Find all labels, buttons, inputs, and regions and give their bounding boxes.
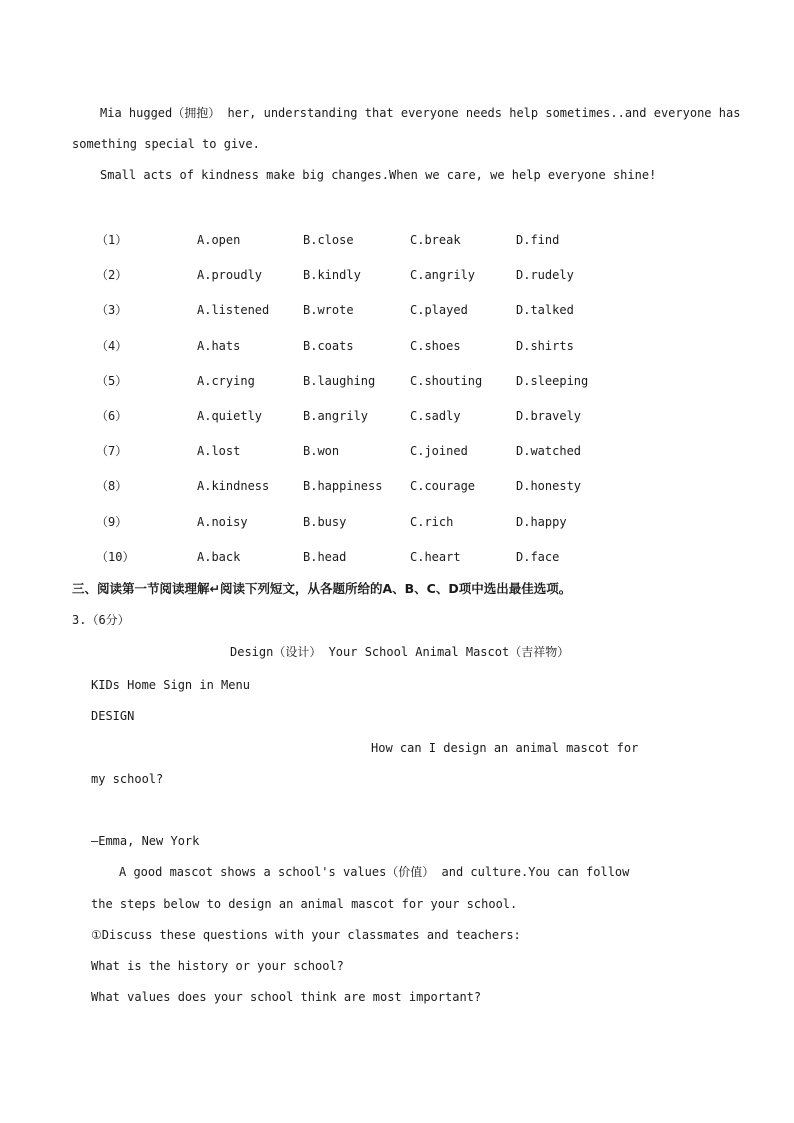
option-a: A.crying: [197, 374, 255, 388]
option-a: A.open: [197, 233, 241, 247]
option-number: （8）: [96, 479, 128, 493]
option-b: B.close: [303, 233, 354, 247]
article-title: Design（设计） Your School Animal Mascot（吉祥物）: [230, 645, 570, 659]
option-c: C.shoes: [410, 339, 461, 353]
option-a: A.back: [197, 550, 241, 564]
article-category: DESIGN: [91, 709, 135, 723]
option-row: [96, 514, 736, 530]
option-c: C.shouting: [410, 374, 483, 388]
option-number: （6）: [96, 409, 128, 423]
option-row: [96, 232, 736, 248]
option-row: [96, 267, 736, 283]
option-a: A.quietly: [197, 409, 263, 423]
option-number: （4）: [96, 339, 128, 353]
option-a: A.hats: [197, 339, 241, 353]
option-number: （7）: [96, 444, 128, 458]
option-number: （1）: [96, 233, 128, 247]
option-a: A.noisy: [197, 515, 248, 529]
passage-line-1: Mia hugged（拥抱） her, understanding that everyone needs help sometimes..and everyone has: [100, 106, 741, 120]
option-a: A.kindness: [197, 479, 270, 493]
option-c: C.angrily: [410, 268, 476, 282]
option-b: B.head: [303, 550, 347, 564]
article-author: —Emma, New York: [91, 834, 200, 848]
article-question-2: What values does your school think are most important?: [91, 990, 482, 1004]
option-d: D.find: [516, 233, 560, 247]
option-d: D.happy: [516, 515, 567, 529]
option-b: B.wrote: [303, 303, 354, 317]
option-b: B.happiness: [303, 479, 383, 493]
option-row: [96, 478, 736, 494]
option-a: A.proudly: [197, 268, 263, 282]
article-nav: KIDs Home Sign in Menu: [91, 678, 250, 692]
option-d: D.rudely: [516, 268, 574, 282]
option-d: D.sleeping: [516, 374, 589, 388]
option-c: C.heart: [410, 550, 461, 564]
option-d: D.honesty: [516, 479, 582, 493]
article-question-line-1: How can I design an animal mascot for: [371, 741, 639, 755]
option-d: D.bravely: [516, 409, 582, 423]
option-row: [96, 338, 736, 354]
option-row: [96, 373, 736, 389]
section-3-heading: 三、阅读第一节阅读理解↵阅读下列短文，从各题所给的A、B、C、D项中选出最佳选项。: [72, 581, 572, 596]
option-d: D.shirts: [516, 339, 574, 353]
option-row: [96, 302, 736, 318]
passage-line-2: something special to give.: [72, 137, 260, 151]
option-c: C.courage: [410, 479, 476, 493]
option-row: [96, 408, 736, 424]
option-b: B.laughing: [303, 374, 376, 388]
option-a: A.listened: [197, 303, 270, 317]
option-c: C.break: [410, 233, 461, 247]
article-paragraph-line-1: A good mascot shows a school's values（价值） and culture.You can follow: [119, 865, 630, 879]
option-b: B.kindly: [303, 268, 361, 282]
option-c: C.rich: [410, 515, 454, 529]
option-b: B.coats: [303, 339, 354, 353]
option-number: （3）: [96, 303, 128, 317]
option-a: A.lost: [197, 444, 241, 458]
option-b: B.busy: [303, 515, 347, 529]
option-c: C.joined: [410, 444, 468, 458]
article-question-1: What is the history or your school?: [91, 959, 344, 973]
option-number: （5）: [96, 374, 128, 388]
option-d: D.face: [516, 550, 560, 564]
option-b: B.won: [303, 444, 340, 458]
option-number: （9）: [96, 515, 128, 529]
option-d: D.talked: [516, 303, 574, 317]
option-row: [96, 443, 736, 459]
option-c: C.played: [410, 303, 468, 317]
article-step-1: ①Discuss these questions with your classmates and teachers:: [91, 928, 521, 942]
question-number: 3.（6分）: [72, 613, 130, 627]
option-number: （2）: [96, 268, 128, 282]
option-b: B.angrily: [303, 409, 369, 423]
option-number: （10）: [96, 550, 135, 564]
article-paragraph-line-2: the steps below to design an animal mascot for your school.: [91, 897, 518, 911]
passage-line-3: Small acts of kindness make big changes.When we care, we help everyone shine!: [100, 168, 657, 182]
article-question-line-2: my school?: [91, 772, 164, 786]
option-d: D.watched: [516, 444, 582, 458]
option-row: [96, 549, 736, 565]
option-c: C.sadly: [410, 409, 461, 423]
